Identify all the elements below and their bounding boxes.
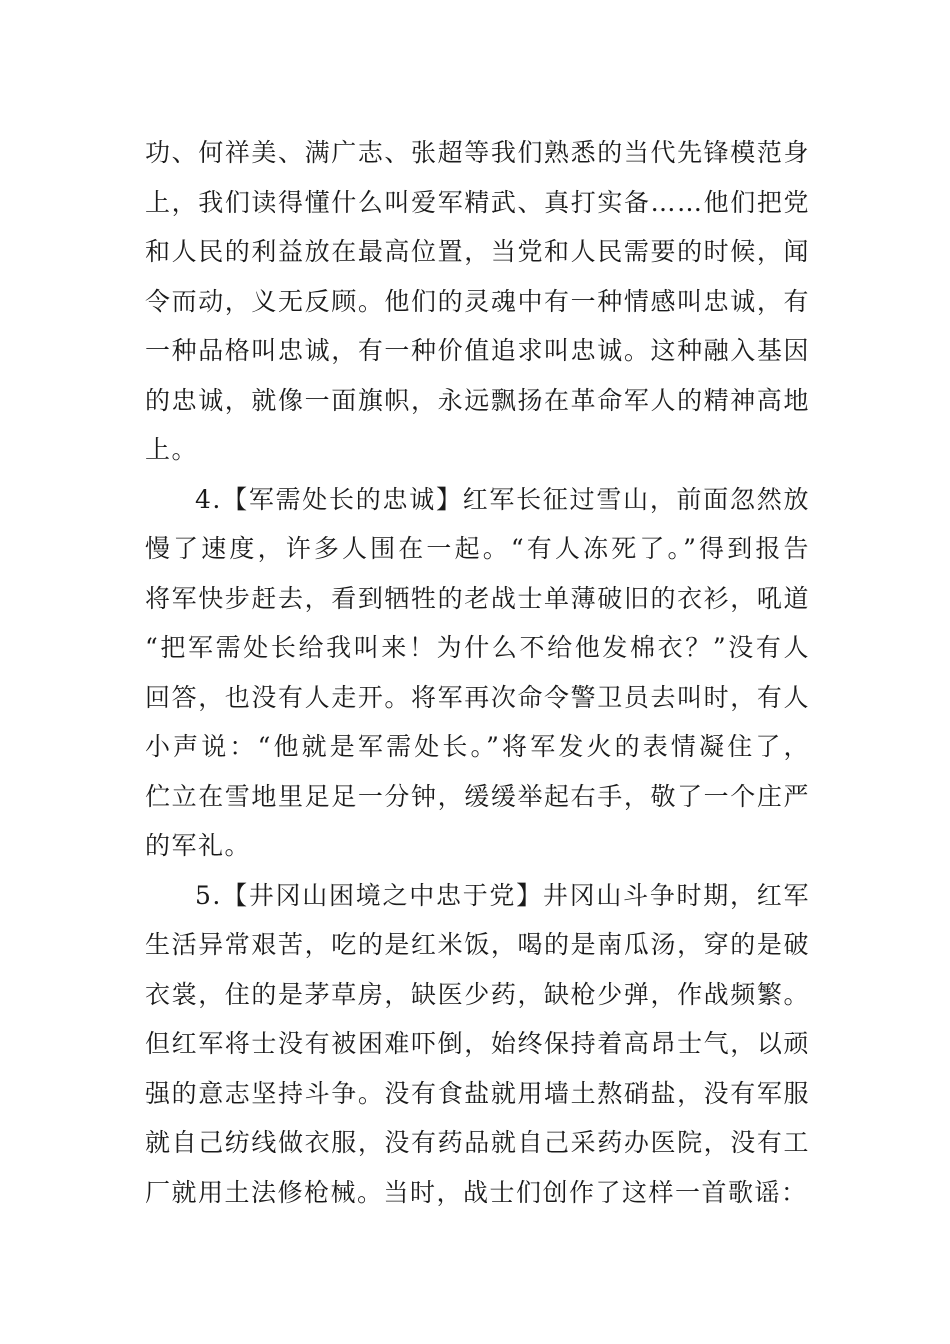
paragraph-quartermaster-story [145, 475, 810, 871]
text-line: 的忠诚，就像一面旗帜，永远飘扬在革命军人的精神高地 [145, 385, 810, 415]
text-line: 上，我们读得懂什么叫爱军精武、真打实备……他们把党 [145, 187, 810, 217]
text-line: 一种品格叫忠诚，有一种价值追求叫忠诚。这种融入基因 [145, 336, 810, 365]
text-line: 将军快步赶去，看到牺牲的老战士单薄破旧的衣衫，吼道 [145, 583, 810, 613]
text-line: 5.【井冈山困境之中忠于党】井冈山斗争时期，红军 [195, 880, 810, 910]
paragraph-jinggangshan-story [145, 871, 810, 1218]
text-line: 令而动，义无反顾。他们的灵魂中有一种情感叫忠诚，有 [145, 286, 810, 316]
text-line: 强的意志坚持斗争。没有食盐就用墙土熬硝盐，没有军服 [145, 1078, 810, 1108]
text-line: 和人民的利益放在最高位置，当党和人民需要的时候，闻 [145, 237, 810, 266]
text-line: 生活异常艰苦，吃的是红米饭，喝的是南瓜汤，穿的是破 [145, 930, 810, 959]
text-line: 上。 [145, 435, 199, 464]
text-line: 伫立在雪地里足足一分钟，缓缓举起右手，敬了一个庄严 [145, 781, 810, 811]
text-line: 衣裳，住的是茅草房，缺医少药，缺枪少弹，作战频繁。 [145, 979, 810, 1009]
text-line: 就自己纺线做衣服，没有药品就自己采药办医院，没有工 [145, 1128, 810, 1157]
text-line: 功、何祥美、满广志、张超等我们熟悉的当代先锋模范身 [145, 138, 810, 167]
text-line: 的军礼。 [145, 831, 252, 860]
text-line: 厂就用土法修枪械。当时，战士们创作了这样一首歌谣： [145, 1177, 808, 1207]
text-line: 4.【军需处长的忠诚】红军长征过雪山，前面忽然放 [195, 484, 810, 514]
text-line: 但红军将士没有被困难吓倒，始终保持着高昂士气，以顽 [145, 1029, 810, 1058]
text-line: 慢了速度，许多人围在一起。“有人冻死了。”得到报告 [145, 534, 810, 563]
text-line: 回答，也没有人走开。将军再次命令警卫员去叫时，有人 [145, 682, 810, 712]
paragraph-loyalty-summary [145, 128, 810, 475]
text-line: 小声说：“他就是军需处长。”将军发火的表情凝住了， [145, 732, 810, 761]
document-body [145, 128, 810, 1217]
text-line: “把军需处长给我叫来！为什么不给他发棉衣？”没有人 [145, 633, 810, 662]
